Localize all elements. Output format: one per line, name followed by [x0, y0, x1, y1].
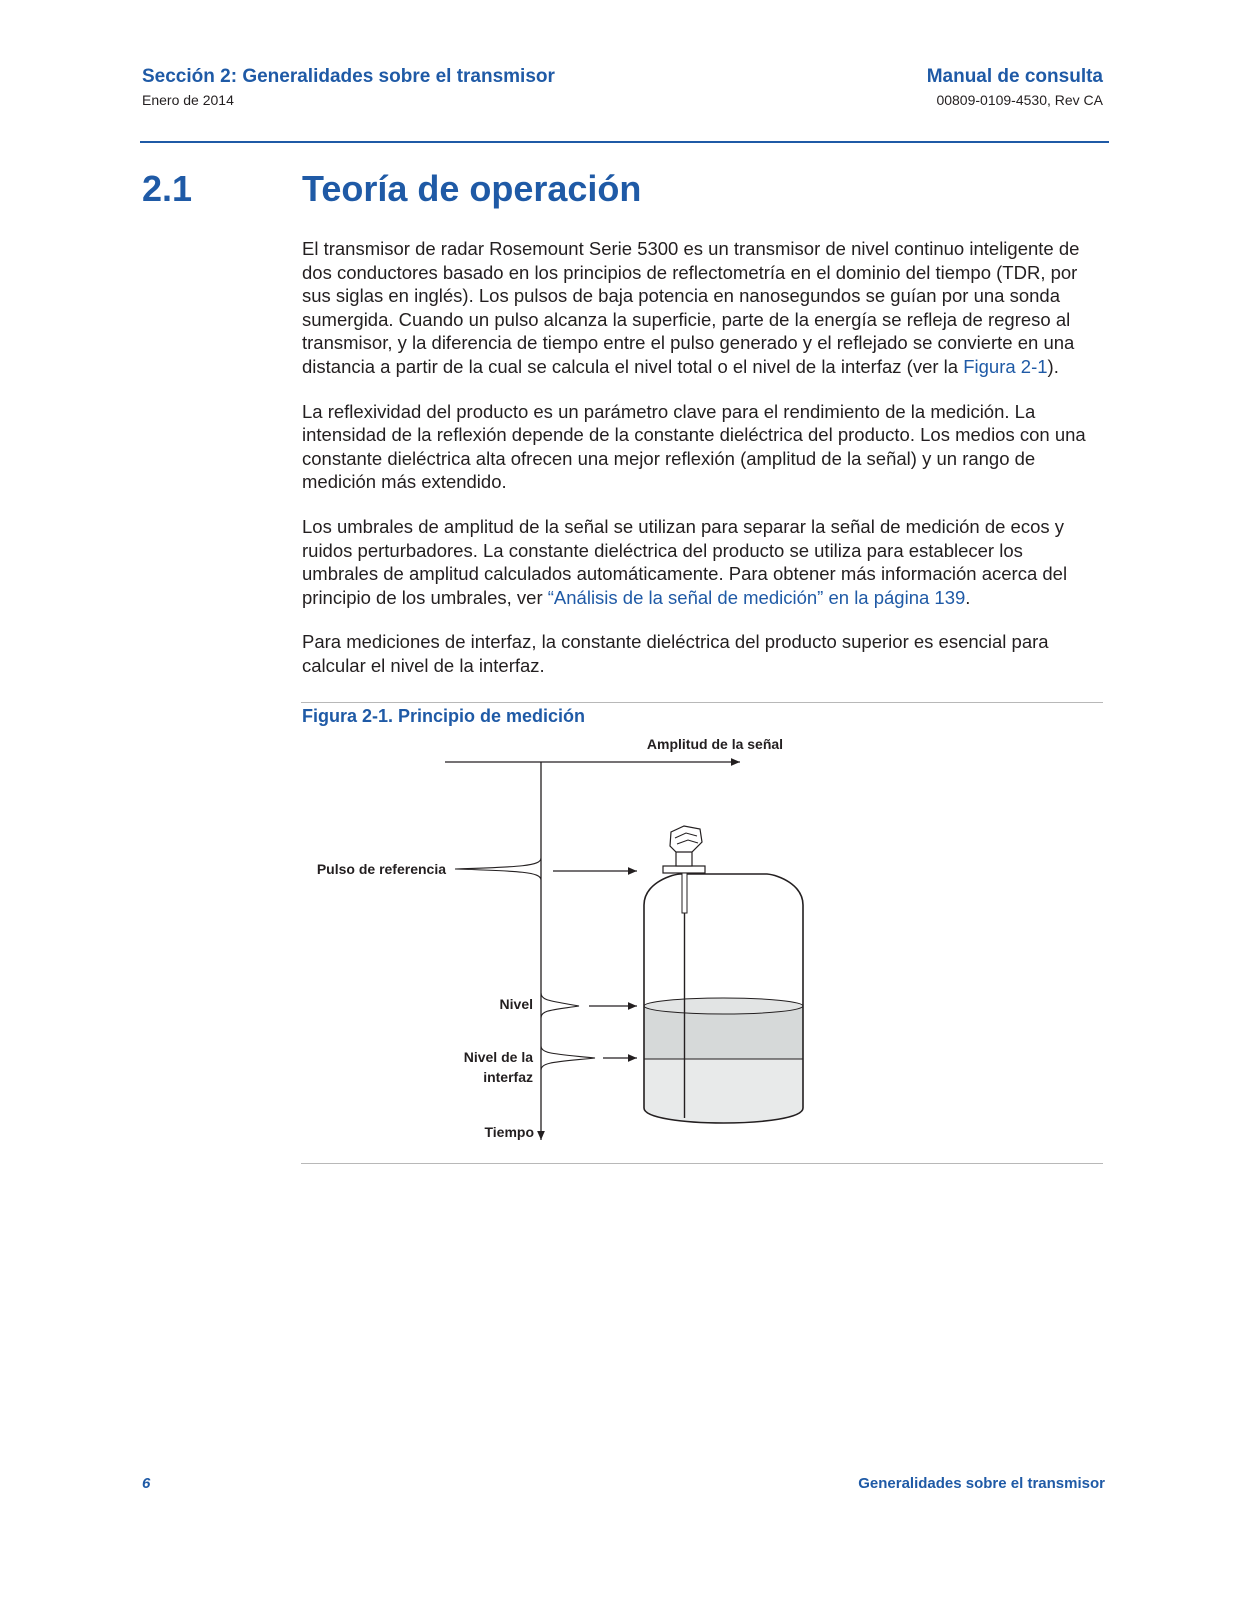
transmitter-flange	[663, 866, 705, 873]
header-manual-title: Manual de consulta	[926, 66, 1103, 87]
signal-analysis-link[interactable]: “Análisis de la señal de medición” en la página 139	[547, 586, 966, 608]
paragraph-4: Para mediciones de interfaz, la constante dieléctrica del producto superior es esencial para calcular el nivel de la interfaz.	[302, 631, 1049, 676]
header-doc-number: 00809-0109-4530, Rev CA	[936, 92, 1103, 108]
interface-label-line2: interfaz	[483, 1069, 533, 1085]
reference-pulse-label: Pulso de referencia	[316, 861, 446, 877]
paragraph-1-end: ).	[1047, 355, 1059, 377]
tank	[644, 874, 803, 1123]
header-date: Enero de 2014	[142, 92, 234, 108]
paragraph-1	[302, 237, 1102, 379]
interface-pulse-waveform	[541, 1046, 595, 1070]
liquid-surface	[644, 998, 803, 1014]
amplitude-label: Amplitud de la señal	[646, 736, 784, 752]
body-text	[302, 237, 1102, 699]
probe-tube	[682, 873, 687, 913]
figure-top-rule	[301, 702, 1103, 703]
header-divider	[140, 141, 1109, 143]
lower-liquid-layer	[644, 1059, 803, 1123]
header-section-title: Sección 2: Generalidades sobre el transmisor	[142, 66, 555, 87]
paragraph-3-text: Los umbrales de amplitud de la señal se utilizan para separar la señal de medición de ecos y ruidos perturbadores. La constante dieléctrica del producto se utiliza para establecer los umbrales de amplitud calculados automáticamente. Para obtener más información acerca del principio de los umbrales, ver	[302, 515, 1068, 608]
section-title: Teoría de operación	[302, 168, 642, 209]
transmitter-neck	[676, 851, 692, 866]
paragraph-2: La reflexividad del producto es un parámetro clave para el rendimiento de la medición. La intensidad de la reflexión depende de la constante dieléctrica del producto. Los medios con una constante dieléctrica alta ofrecen una mejor reflexión (amplitud de la señal) y un rango de medición más extendido.	[302, 400, 1086, 493]
footer-title: Generalidades sobre el transmisor	[858, 1475, 1105, 1492]
section-number: 2.1	[142, 168, 193, 209]
page-number: 6	[142, 1475, 151, 1492]
reference-pulse-waveform	[455, 858, 541, 880]
figure-caption: Figura 2-1. Principio de medición	[302, 706, 586, 726]
paragraph-3	[302, 515, 1102, 609]
figure-bottom-rule	[301, 1163, 1103, 1164]
level-label: Nivel	[499, 996, 533, 1012]
time-label: Tiempo	[484, 1124, 534, 1140]
interface-label-line1: Nivel de la	[463, 1049, 533, 1065]
paragraph-1-text: El transmisor de radar Rosemount Serie 5300 es un transmisor de nivel continuo inteligente de dos conductores basado en los principios de reflectometría en el dominio del tiempo (TDR, por sus siglas en inglés). Los pulsos de baja potencia en nanosegundos se guían por una sonda sumergida. Cuando un pulso alcanza la superficie, parte de la energía se refleja de regreso al transmisor, y la diferencia de tiempo entre el pulso generado y el reflejado se convierte en una distancia a partir de la cual se calcula el nivel total o el nivel de la interfaz (ver la	[302, 238, 1080, 377]
paragraph-3-end: .	[965, 586, 971, 608]
transmitter-head-icon	[670, 826, 702, 852]
level-pulse-waveform	[541, 993, 579, 1018]
measurement-principle-diagram	[300, 730, 820, 1150]
figure-2-1-link[interactable]: Figura 2-1	[963, 355, 1048, 377]
